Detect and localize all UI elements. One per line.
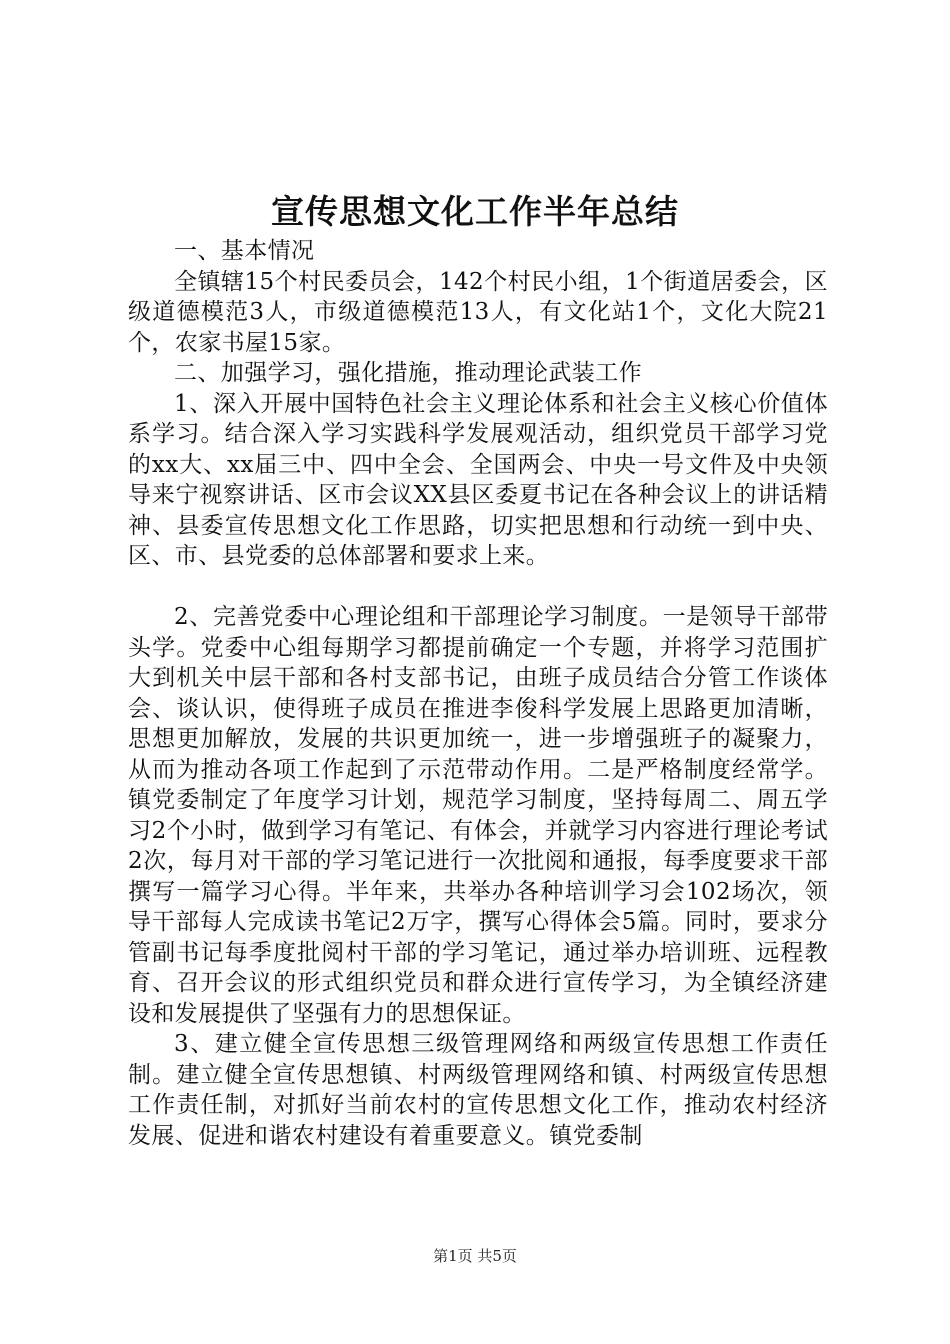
document-body (128, 236, 828, 1151)
paragraph-item-3: 3、建立健全宣传思想三级管理网络和两级宣传思想工作责任制。建立健全宣传思想镇、村两级管理网络和镇、村两级宣传思想工作责任制，对抓好当前农村的宣传思想文化工作，推动农村经济发展、促进和谐农村建设有着重要意义。镇党委制 (128, 1031, 828, 1149)
section-heading-basic: 一、基本情况 (174, 238, 315, 264)
document-title: 宣传思想文化工作半年总结 (271, 192, 679, 231)
section-heading-study: 二、加强学习，强化措施，推动理论武装工作 (174, 360, 642, 386)
paragraph-item-1: 1、深入开展中国特色社会主义理论体系和社会主义核心价值体系学习。结合深入学习实践科学发展观活动，组织党员干部学习党的xx大、xx届三中、四中全会、全国两会、中央一号文件及中央领导来宁视察讲话、区市会议XX县区委夏书记在各种会议上的讲话精神、县委宣传思想文化工作思路，切实把思想和行动统一到中央、区、市、县党委的总体部署和要求上来。 (128, 390, 828, 569)
page-number: 第1页 共5页 (433, 1247, 517, 1265)
paragraph-item-2: 2、完善党委中心理论组和干部理论学习制度。一是领导干部带头学。党委中心组每期学习都提前确定一个专题，并将学习范围扩大到机关中层干部和各村支部书记，由班子成员结合分管工作谈体会、谈认识，使得班子成员在推进李俊科学发展上思路更加清晰，思想更加解放，发展的共识更加统一，进一步增强班子的凝聚力，从而为推动各项工作起到了示范带动作用。二是严格制度经常学。镇党委制定了年度学习计划，规范学习制度，坚持每周二、周五学习2个小时，做到学习有笔记、有体会，并就学习内容进行理论考试2次，每月对干部的学习笔记进行一次批阅和通报，每季度要求干部撰写一篇学习心得。半年来，共举办各种培训学习会102场次，领导干部每人完成读书笔记2万字，撰写心得体会5篇。同时，要求分管副书记每季度批阅村干部的学习笔记，通过举办培训班、远程教育、召开会议的形式组织党员和群众进行宣传学习，为全镇经济建设和发展提供了坚强有力的思想保证。 (128, 604, 828, 1027)
paragraph-basic-info: 全镇辖15个村民委员会，142个村民小组，1个街道居委会，区级道德模范3人，市级道德模范13人，有文化站1个，文化大院21个，农家书屋15家。 (128, 268, 828, 356)
